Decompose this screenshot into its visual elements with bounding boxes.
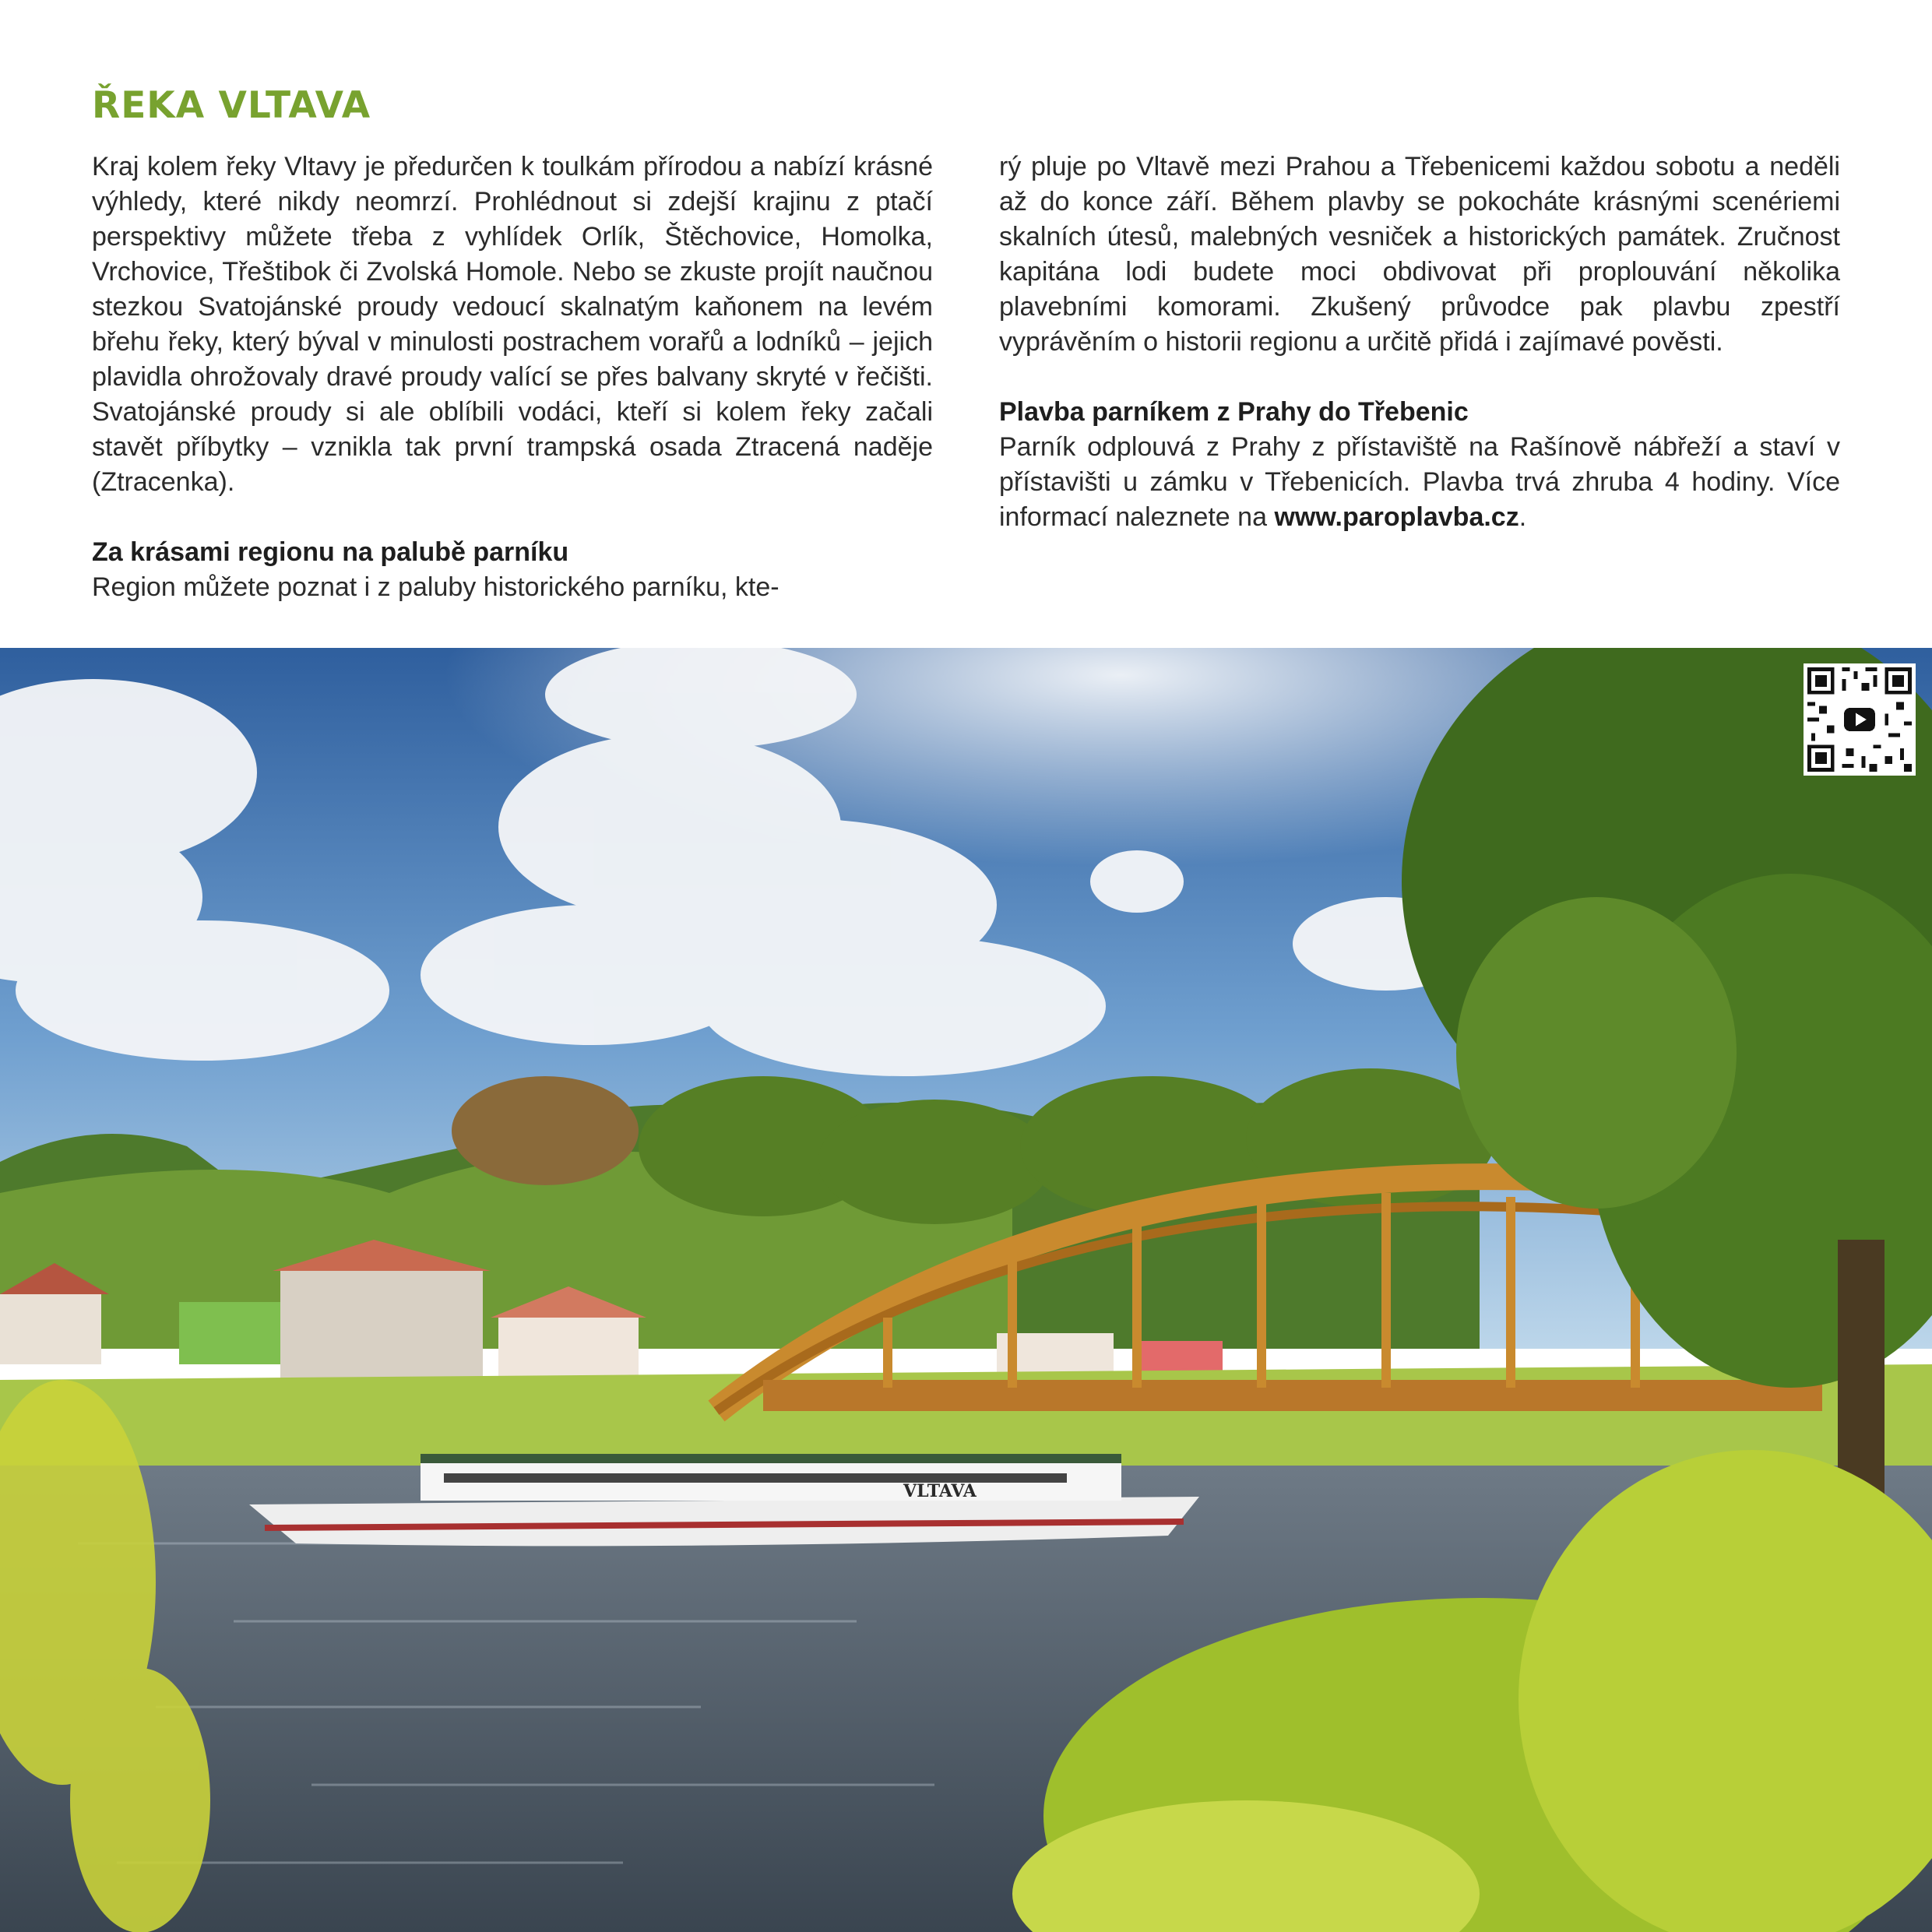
page-title: ŘEKA VLTAVA [92,84,371,127]
right-column [999,150,1840,535]
intro-paragraph: Kraj kolem řeky Vltavy je předurčen k toulkám přírodou a nabízí krásné výhledy, které nikdy neomrzí. Prohlédnout si zdejší krajinu z ptačí perspektivy můžete třeba z vyhlídek Orlík, Štěchovice, Homolka, Vrchovice, Třeštibok či Zvolská Homole. Nebo se zkuste projít naučnou stezkou Svatojánské proudy vedoucí skalnatým kaňonem na levém břehu řeky, který býval v minulosti postrachem vorařů a lodníků – jejich plavidla ohrožovaly dravé proudy valící se přes balvany skryté v řečišti. Svatojánské proudy si ale oblíbili vodáci, kteří si kolem řeky začali stavět příbytky – vznikla tak první trampská osada Ztracená naděje (Ztracenka). [92,152,933,497]
steamer-subheading: Za krásami regionu na palubě parníku [92,537,569,567]
youtube-play-icon [1842,702,1877,737]
website-link[interactable]: www.paroplavba.cz [1274,502,1519,532]
route-text: Parník odplouvá z Prahy z přístaviště na Rašínově nábřeží a staví v přístavišti u zámku v Třebenicích. Plavba trvá zhruba 4 hodiny. Více informací naleznete na [999,432,1840,532]
qr-code[interactable] [1804,663,1916,776]
boat-name: VLTAVA [903,1481,977,1501]
link-suffix: . [1519,502,1527,532]
steamer-paragraph-continued: rý pluje po Vltavě mezi Prahou a Třebenicemi každou sobotu a neděli až do konce září. Během plavby se pokocháte krásnými scenériemi skalních útesů, malebných vesniček a historických památek. Zručnost kapitána lodi budete moci obdivovat při proplouvání několika plavebními komorami. Zkušený průvodce pak plavbu zpestří vyprávěním o historii regionu a určitě přidá i zajímavé pověsti. [999,152,1840,357]
steamer-paragraph-start: Region můžete poznat i z paluby historického parníku, kte- [92,572,779,602]
route-paragraph [999,430,1840,535]
left-column [92,150,933,605]
river-photo [0,648,1932,1932]
route-subheading: Plavba parníkem z Prahy do Třebenic [999,397,1469,427]
